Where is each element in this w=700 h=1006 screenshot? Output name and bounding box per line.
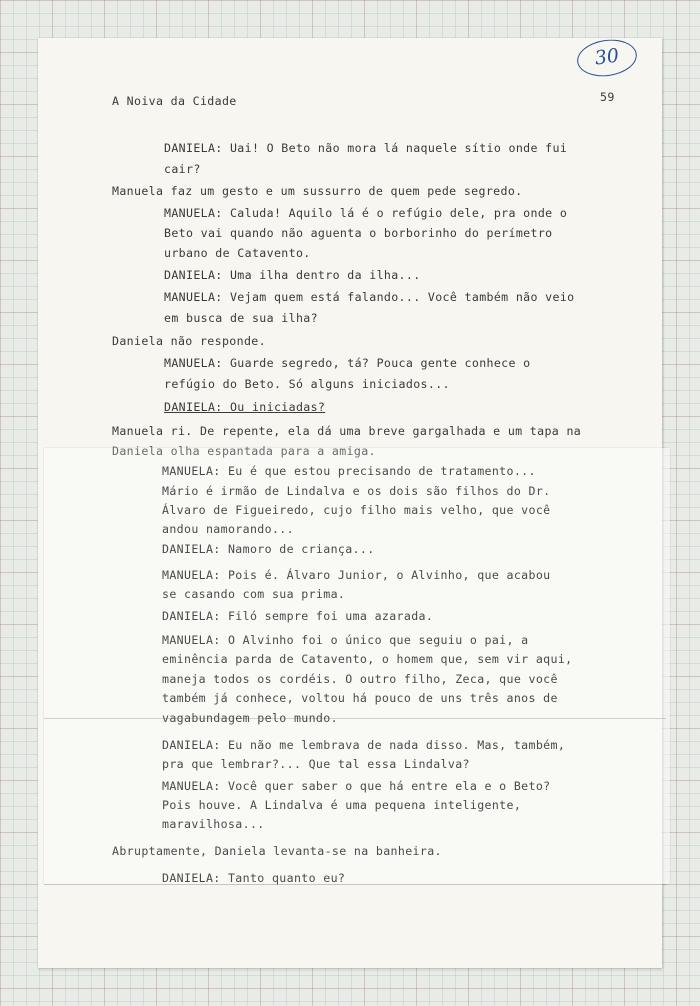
stage-direction: Manuela ri. De repente, ela dá uma breve gargalhada e um tapa na <box>112 424 582 438</box>
dialogue-line: urbano de Catavento. <box>164 246 311 260</box>
dialogue-line: DANIELA: Uai! O Beto não mora lá naquele sítio onde fui <box>164 141 568 155</box>
handwritten-page-number: 30 <box>575 36 639 80</box>
paste-seam <box>44 718 666 719</box>
stage-direction: Daniela não responde. <box>112 334 266 348</box>
dialogue-line: MANUELA: Vejam quem está falando... Você também não veio <box>164 290 575 304</box>
dialogue-line: Pois houve. A Lindalva é uma pequena inteligente, <box>162 798 522 812</box>
dialogue-line: MANUELA: Guarde segredo, tá? Pouca gente conhece o <box>164 356 531 370</box>
dialogue-line: MANUELA: Pois é. Álvaro Junior, o Alvinho, que acabou <box>162 568 551 582</box>
dialogue-line: Beto vai quando não aguenta o borborinho do perímetro <box>164 226 553 240</box>
dialogue-line: MANUELA: Você quer saber o que há entre ela e o Beto? <box>162 779 551 793</box>
dialogue-line: MANUELA: Eu é que estou precisando de tratamento... <box>162 464 536 478</box>
dialogue-line: DANIELA: Uma ilha dentro da ilha... <box>164 268 421 282</box>
dialogue-line: pra que lembrar?... Que tal essa Lindalva? <box>162 757 470 771</box>
dialogue-line: Mário é irmão de Lindalva e os dois são filhos do Dr. <box>162 484 551 498</box>
dialogue-line: MANUELA: O Alvinho foi o único que seguiu o pai, a <box>162 633 529 647</box>
dialogue-line: Álvaro de Figueiredo, cujo filho mais velho, que você <box>162 503 551 517</box>
dialogue-line: DANIELA: Filó sempre foi uma azarada. <box>162 609 434 623</box>
dialogue-line: MANUELA: Caluda! Aquilo lá é o refúgio dele, pra onde o <box>164 206 568 220</box>
paste-seam <box>44 884 666 885</box>
dialogue-line: vagabundagem pelo mundo. <box>162 711 338 725</box>
dialogue-line: DANIELA: Tanto quanto eu? <box>162 871 346 885</box>
dialogue-line: andou namorando... <box>162 522 294 536</box>
dialogue-line: eminência parda de Catavento, o homem que, sem vir aqui, <box>162 652 573 666</box>
dialogue-line: também já conhece, voltou há pouco de uns três anos de <box>162 691 558 705</box>
dialogue-line: DANIELA: Eu não me lembrava de nada disso. Mas, também, <box>162 738 566 752</box>
dialogue-line: cair? <box>164 162 201 176</box>
dialogue-line: se casando com sua prima. <box>162 587 346 601</box>
document-title: A Noiva da Cidade <box>112 94 237 108</box>
dialogue-line: maneja todos os cordéis. O outro filho, Zeca, que você <box>162 672 558 686</box>
stage-direction: Abruptamente, Daniela levanta-se na banheira. <box>112 844 442 858</box>
page-number: 59 <box>600 90 615 104</box>
dialogue-line: em busca de sua ilha? <box>164 311 318 325</box>
dialogue-line: DANIELA: Namoro de criança... <box>162 542 375 556</box>
dialogue-line: DANIELA: Ou iniciadas? <box>164 400 326 414</box>
stage-direction: Daniela olha espantada para a amiga. <box>112 444 376 458</box>
stage-direction: Manuela faz um gesto e um sussurro de quem pede segredo. <box>112 184 523 198</box>
dialogue-line: refúgio do Beto. Só alguns iniciados... <box>164 377 450 391</box>
dialogue-line: maravilhosa... <box>162 817 265 831</box>
